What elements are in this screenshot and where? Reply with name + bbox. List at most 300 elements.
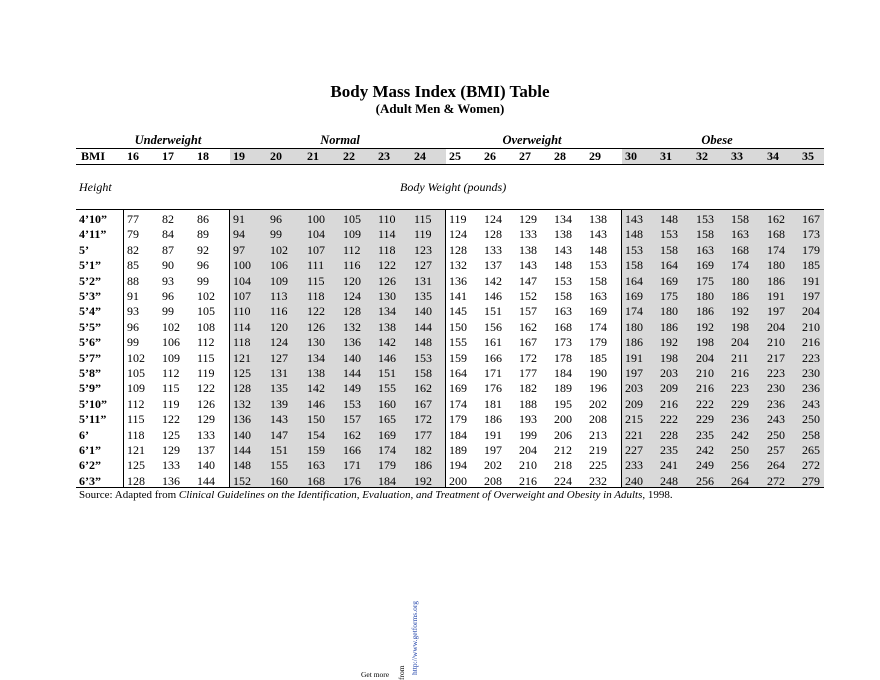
weight-cell: 236 — [731, 412, 749, 427]
bmi-label: BMI — [81, 149, 105, 163]
weight-cell: 104 — [233, 273, 251, 288]
weight-cell: 153 — [343, 396, 361, 411]
height-cell: 5’11” — [79, 412, 107, 427]
weight-cell: 96 — [197, 258, 209, 273]
weight-cell: 213 — [589, 427, 607, 442]
weight-cell: 133 — [519, 227, 537, 242]
category-overweight: Overweight — [502, 133, 562, 147]
weight-cell: 250 — [731, 443, 749, 457]
weight-cell: 227 — [625, 443, 643, 457]
weight-cell: 82 — [127, 242, 139, 257]
weight-cell: 197 — [484, 443, 502, 457]
weight-cell: 179 — [449, 412, 467, 427]
weight-cell: 138 — [307, 366, 325, 380]
weight-cell: 148 — [625, 227, 643, 242]
weight-cell: 140 — [343, 350, 361, 365]
weight-cell: 186 — [731, 289, 749, 303]
weight-cell: 160 — [270, 473, 288, 488]
weight-cell: 140 — [197, 458, 215, 473]
weight-cell: 136 — [162, 473, 180, 488]
weight-cell: 196 — [589, 381, 607, 396]
weight-cell: 186 — [696, 304, 714, 319]
weight-cell: 93 — [127, 304, 139, 319]
weight-cell: 125 — [162, 427, 180, 442]
weight-cell: 147 — [519, 273, 537, 288]
height-cell: 6’2” — [79, 458, 101, 473]
weight-cell: 248 — [660, 473, 678, 488]
weight-cell: 124 — [484, 212, 502, 226]
weight-cell: 167 — [802, 212, 820, 226]
weight-cell: 158 — [696, 227, 714, 242]
weight-cell: 222 — [696, 396, 714, 411]
weight-cell: 131 — [414, 273, 432, 288]
weight-cell: 130 — [378, 289, 396, 303]
weight-cell: 157 — [343, 412, 361, 427]
weight-cell: 174 — [589, 319, 607, 334]
weight-cell: 129 — [519, 212, 537, 226]
weight-cell: 136 — [449, 273, 467, 288]
weight-cell: 197 — [767, 304, 785, 319]
weight-cell: 106 — [270, 258, 288, 273]
weight-cell: 131 — [270, 366, 288, 380]
weight-cell: 151 — [270, 443, 288, 457]
weight-cell: 173 — [802, 227, 820, 242]
weight-cell: 147 — [270, 427, 288, 442]
table-row — [76, 258, 824, 273]
weight-cell: 168 — [554, 319, 572, 334]
weight-cell: 198 — [660, 350, 678, 365]
weight-cell: 92 — [197, 242, 209, 257]
weight-cell: 153 — [554, 273, 572, 288]
weight-cell: 97 — [233, 242, 245, 257]
weight-cell: 151 — [378, 366, 396, 380]
weight-cell: 79 — [127, 227, 139, 242]
page-subtitle: (Adult Men & Women) — [375, 101, 505, 116]
weight-cell: 109 — [162, 350, 180, 365]
weight-cell: 102 — [270, 242, 288, 257]
height-cell: 5’2” — [79, 273, 101, 288]
weight-cell: 120 — [343, 273, 361, 288]
source-suffix: , 1998. — [642, 489, 673, 501]
category-normal: Normal — [320, 133, 360, 147]
bmi-value: 22 — [340, 149, 375, 164]
bmi-value: 21 — [304, 149, 340, 164]
weight-cell: 138 — [378, 319, 396, 334]
weight-cell: 232 — [589, 473, 607, 488]
weight-cell: 177 — [519, 366, 537, 380]
weight-cell: 148 — [660, 212, 678, 226]
weight-cell: 191 — [625, 350, 643, 365]
weight-cell: 203 — [660, 366, 678, 380]
weight-cell: 242 — [731, 427, 749, 442]
weight-cell: 167 — [519, 335, 537, 350]
weight-cell: 257 — [767, 443, 785, 457]
weight-cell: 162 — [414, 381, 432, 396]
weight-cell: 210 — [802, 319, 820, 334]
weight-cell: 118 — [378, 242, 396, 257]
weight-cell: 163 — [589, 289, 607, 303]
weight-cell: 162 — [767, 212, 785, 226]
weight-cell: 216 — [519, 473, 537, 488]
bmi-value: 20 — [267, 149, 304, 164]
weight-cell: 204 — [731, 335, 749, 350]
weight-cell: 112 — [343, 242, 361, 257]
weight-cell: 256 — [696, 473, 714, 488]
weight-cell: 208 — [484, 473, 502, 488]
weight-cell: 160 — [378, 396, 396, 411]
weight-cell: 171 — [343, 458, 361, 473]
weight-cell: 192 — [731, 304, 749, 319]
weight-cell: 165 — [378, 412, 396, 427]
weight-cell: 258 — [802, 427, 820, 442]
weight-cell: 279 — [802, 473, 820, 488]
weight-cell: 166 — [484, 350, 502, 365]
weight-cell: 172 — [414, 412, 432, 427]
weight-cell: 143 — [554, 242, 572, 257]
category-obese: Obese — [701, 133, 733, 147]
weight-cell: 150 — [449, 319, 467, 334]
weight-cell: 153 — [696, 212, 714, 226]
weight-cell: 115 — [307, 273, 325, 288]
height-cell: 5’ — [79, 242, 89, 257]
weight-cell: 148 — [233, 458, 251, 473]
weight-cell: 186 — [660, 319, 678, 334]
table-row — [76, 412, 824, 427]
weight-cell: 139 — [270, 396, 288, 411]
weight-cell: 173 — [554, 335, 572, 350]
weight-cell: 144 — [197, 473, 215, 488]
weight-cell: 116 — [343, 258, 361, 273]
weight-cell: 107 — [307, 242, 325, 257]
weight-cell: 241 — [660, 458, 678, 473]
weight-cell: 158 — [660, 242, 678, 257]
weight-cell: 132 — [233, 396, 251, 411]
weight-cell: 127 — [270, 350, 288, 365]
weight-cell: 216 — [660, 396, 678, 411]
height-cell: 5’3” — [79, 289, 101, 303]
weight-cell: 169 — [625, 289, 643, 303]
weight-cell: 168 — [767, 227, 785, 242]
weight-cell: 151 — [484, 304, 502, 319]
weight-cell: 155 — [449, 335, 467, 350]
weight-cell: 188 — [519, 396, 537, 411]
weight-cell: 144 — [414, 319, 432, 334]
weight-cell: 84 — [162, 227, 174, 242]
bmi-value: 34 — [764, 149, 799, 164]
weight-cell: 236 — [767, 396, 785, 411]
weight-cell: 163 — [554, 304, 572, 319]
height-cell: 4’10” — [79, 212, 107, 226]
table-row — [76, 320, 824, 335]
weight-cell: 102 — [197, 289, 215, 303]
weight-cell: 216 — [802, 335, 820, 350]
weight-cell: 228 — [660, 427, 678, 442]
weight-cell: 186 — [414, 458, 432, 473]
weight-cell: 129 — [162, 443, 180, 457]
weight-cell: 169 — [589, 304, 607, 319]
weight-cell: 133 — [484, 242, 502, 257]
weight-cell: 224 — [554, 473, 572, 488]
weight-cell: 230 — [767, 381, 785, 396]
weight-cell: 148 — [414, 335, 432, 350]
weight-cell: 110 — [233, 304, 251, 319]
weight-cell: 136 — [343, 335, 361, 350]
weight-cell: 192 — [414, 473, 432, 488]
weight-cell: 184 — [378, 473, 396, 488]
weight-cell: 192 — [696, 319, 714, 334]
weight-cell: 99 — [127, 335, 139, 350]
weight-cell: 110 — [378, 212, 396, 226]
weight-cell: 158 — [589, 273, 607, 288]
weight-cell: 153 — [625, 242, 643, 257]
weight-cell: 240 — [625, 473, 643, 488]
weight-cell: 138 — [554, 227, 572, 242]
table-row — [76, 443, 824, 458]
weight-cell: 120 — [270, 319, 288, 334]
weight-cell: 256 — [731, 458, 749, 473]
table-row — [76, 289, 824, 304]
weight-cell: 135 — [270, 381, 288, 396]
weight-cell: 204 — [519, 443, 537, 457]
table-row — [76, 381, 824, 396]
weight-cell: 153 — [414, 350, 432, 365]
weight-cell: 202 — [589, 396, 607, 411]
weight-cell: 123 — [414, 242, 432, 257]
weight-cell: 181 — [484, 396, 502, 411]
weight-cell: 225 — [589, 458, 607, 473]
weight-cell: 174 — [731, 258, 749, 273]
weight-cell: 159 — [307, 443, 325, 457]
weight-cell: 189 — [554, 381, 572, 396]
weight-cell: 130 — [307, 335, 325, 350]
weight-cell: 152 — [233, 473, 251, 488]
weight-cell: 128 — [449, 242, 467, 257]
weight-cell: 235 — [660, 443, 678, 457]
weight-cell: 85 — [127, 258, 139, 273]
weight-cell: 169 — [696, 258, 714, 273]
weight-cell: 102 — [162, 319, 180, 334]
weight-cell: 146 — [484, 289, 502, 303]
weight-cell: 204 — [696, 350, 714, 365]
table-row — [76, 274, 824, 289]
weight-cell: 105 — [197, 304, 215, 319]
weight-cell: 91 — [233, 212, 245, 226]
weight-cell: 121 — [233, 350, 251, 365]
weight-cell: 106 — [162, 335, 180, 350]
weight-cell: 163 — [731, 227, 749, 242]
weight-cell: 142 — [378, 335, 396, 350]
weight-cell: 150 — [307, 412, 325, 427]
weight-cell: 190 — [589, 366, 607, 380]
height-cell: 5’5” — [79, 319, 101, 334]
weight-cell: 191 — [802, 273, 820, 288]
weight-cell: 102 — [127, 350, 145, 365]
weight-cell: 116 — [270, 304, 288, 319]
weight-cell: 250 — [802, 412, 820, 427]
weight-cell: 169 — [378, 427, 396, 442]
weight-cell: 140 — [233, 427, 251, 442]
weight-cell: 153 — [589, 258, 607, 273]
weight-cell: 164 — [625, 273, 643, 288]
weight-cell: 140 — [414, 304, 432, 319]
weight-cell: 186 — [767, 273, 785, 288]
weight-cell: 127 — [414, 258, 432, 273]
weight-cell: 115 — [162, 381, 180, 396]
weight-cell: 210 — [767, 335, 785, 350]
weight-cell: 198 — [696, 335, 714, 350]
table-row — [76, 212, 824, 227]
bmi-value: 31 — [657, 149, 693, 164]
weight-table — [76, 209, 824, 488]
weight-cell: 233 — [625, 458, 643, 473]
bmi-value: 35 — [799, 149, 824, 164]
bmi-value: 18 — [197, 149, 209, 163]
weight-cell: 105 — [343, 212, 361, 226]
weight-cell: 161 — [484, 335, 502, 350]
table-row — [76, 428, 824, 443]
weight-cell: 113 — [270, 289, 288, 303]
weight-cell: 177 — [414, 427, 432, 442]
weight-cell: 94 — [233, 227, 245, 242]
weight-cell: 148 — [554, 258, 572, 273]
weight-cell: 146 — [378, 350, 396, 365]
height-cell: 5’9” — [79, 381, 101, 396]
weight-cell: 185 — [589, 350, 607, 365]
weight-cell: 104 — [307, 227, 325, 242]
weight-cell: 163 — [696, 242, 714, 257]
source-note — [79, 489, 673, 501]
height-cell: 5’7” — [79, 350, 101, 365]
weight-cell: 126 — [307, 319, 325, 334]
weight-cell: 109 — [270, 273, 288, 288]
weight-cell: 219 — [589, 443, 607, 457]
bmi-header-row — [76, 148, 824, 165]
weight-cell: 230 — [802, 366, 820, 380]
weight-cell: 208 — [589, 412, 607, 427]
weight-cell: 174 — [625, 304, 643, 319]
weight-cell: 180 — [731, 273, 749, 288]
weight-cell: 142 — [484, 273, 502, 288]
weight-cell: 108 — [197, 319, 215, 334]
weight-cell: 223 — [731, 381, 749, 396]
weight-cell: 91 — [127, 289, 139, 303]
bmi-value: 17 — [162, 149, 174, 163]
weight-cell: 159 — [449, 350, 467, 365]
weight-cell: 90 — [162, 258, 174, 273]
weight-cell: 138 — [589, 212, 607, 226]
weight-cell: 152 — [519, 289, 537, 303]
weight-cell: 109 — [343, 227, 361, 242]
weight-cell: 121 — [127, 443, 145, 457]
weight-cell: 209 — [625, 396, 643, 411]
weight-label: Body Weight (pounds) — [400, 180, 507, 194]
weight-cell: 132 — [343, 319, 361, 334]
weight-cell: 235 — [696, 427, 714, 442]
weight-cell: 145 — [449, 304, 467, 319]
weight-cell: 195 — [554, 396, 572, 411]
weight-cell: 156 — [484, 319, 502, 334]
weight-cell: 164 — [660, 258, 678, 273]
weight-cell: 174 — [449, 396, 467, 411]
weight-cell: 99 — [162, 304, 174, 319]
weight-cell: 272 — [767, 473, 785, 488]
weight-cell: 118 — [233, 335, 251, 350]
weight-cell: 77 — [127, 212, 139, 226]
weight-cell: 134 — [554, 212, 572, 226]
height-cell: 5’8” — [79, 366, 101, 380]
weight-cell: 99 — [197, 273, 209, 288]
weight-cell: 206 — [554, 427, 572, 442]
weight-cell: 179 — [589, 335, 607, 350]
weight-cell: 96 — [127, 319, 139, 334]
weight-cell: 191 — [484, 427, 502, 442]
bmi-value: 33 — [728, 149, 764, 164]
weight-cell: 118 — [307, 289, 325, 303]
weight-cell: 143 — [270, 412, 288, 427]
weight-cell: 146 — [307, 396, 325, 411]
weight-cell: 143 — [625, 212, 643, 226]
weight-cell: 137 — [484, 258, 502, 273]
height-cell: 5’4” — [79, 304, 101, 319]
weight-cell: 119 — [449, 212, 467, 226]
weight-cell: 133 — [197, 427, 215, 442]
weight-cell: 164 — [449, 366, 467, 380]
weight-cell: 118 — [127, 427, 145, 442]
footer-get-more: Get more — [361, 670, 390, 679]
weight-cell: 122 — [162, 412, 180, 427]
table-row — [76, 304, 824, 319]
weight-cell: 100 — [233, 258, 251, 273]
weight-cell: 176 — [484, 381, 502, 396]
weight-cell: 193 — [519, 412, 537, 427]
weight-cell: 154 — [307, 427, 325, 442]
weight-cell: 180 — [625, 319, 643, 334]
weight-cell: 168 — [307, 473, 325, 488]
weight-cell: 264 — [731, 473, 749, 488]
weight-cell: 198 — [731, 319, 749, 334]
weight-cell: 197 — [625, 366, 643, 380]
weight-cell: 114 — [233, 319, 251, 334]
weight-cell: 185 — [802, 258, 820, 273]
weight-cell: 158 — [414, 366, 432, 380]
source-prefix: Source: Adapted from — [79, 489, 179, 501]
weight-cell: 128 — [233, 381, 251, 396]
bmi-value: 16 — [127, 149, 139, 163]
weight-cell: 129 — [197, 412, 215, 427]
weight-cell: 218 — [554, 458, 572, 473]
weight-cell: 182 — [414, 443, 432, 457]
height-cell: 5’6” — [79, 335, 101, 350]
weight-cell: 119 — [197, 366, 215, 380]
weight-cell: 175 — [696, 273, 714, 288]
table-row — [76, 366, 824, 381]
weight-cell: 174 — [767, 242, 785, 257]
weight-cell: 158 — [554, 289, 572, 303]
weight-cell: 155 — [378, 381, 396, 396]
weight-cell: 114 — [378, 227, 396, 242]
weight-cell: 105 — [127, 366, 145, 380]
table-row — [76, 243, 824, 258]
weight-cell: 109 — [127, 381, 145, 396]
weight-cell: 249 — [696, 458, 714, 473]
weight-cell: 132 — [449, 258, 467, 273]
weight-cell: 223 — [767, 366, 785, 380]
weight-cell: 203 — [625, 381, 643, 396]
weight-cell: 199 — [519, 427, 537, 442]
weight-cell: 171 — [484, 366, 502, 380]
weight-cell: 115 — [127, 412, 145, 427]
weight-cell: 242 — [696, 443, 714, 457]
